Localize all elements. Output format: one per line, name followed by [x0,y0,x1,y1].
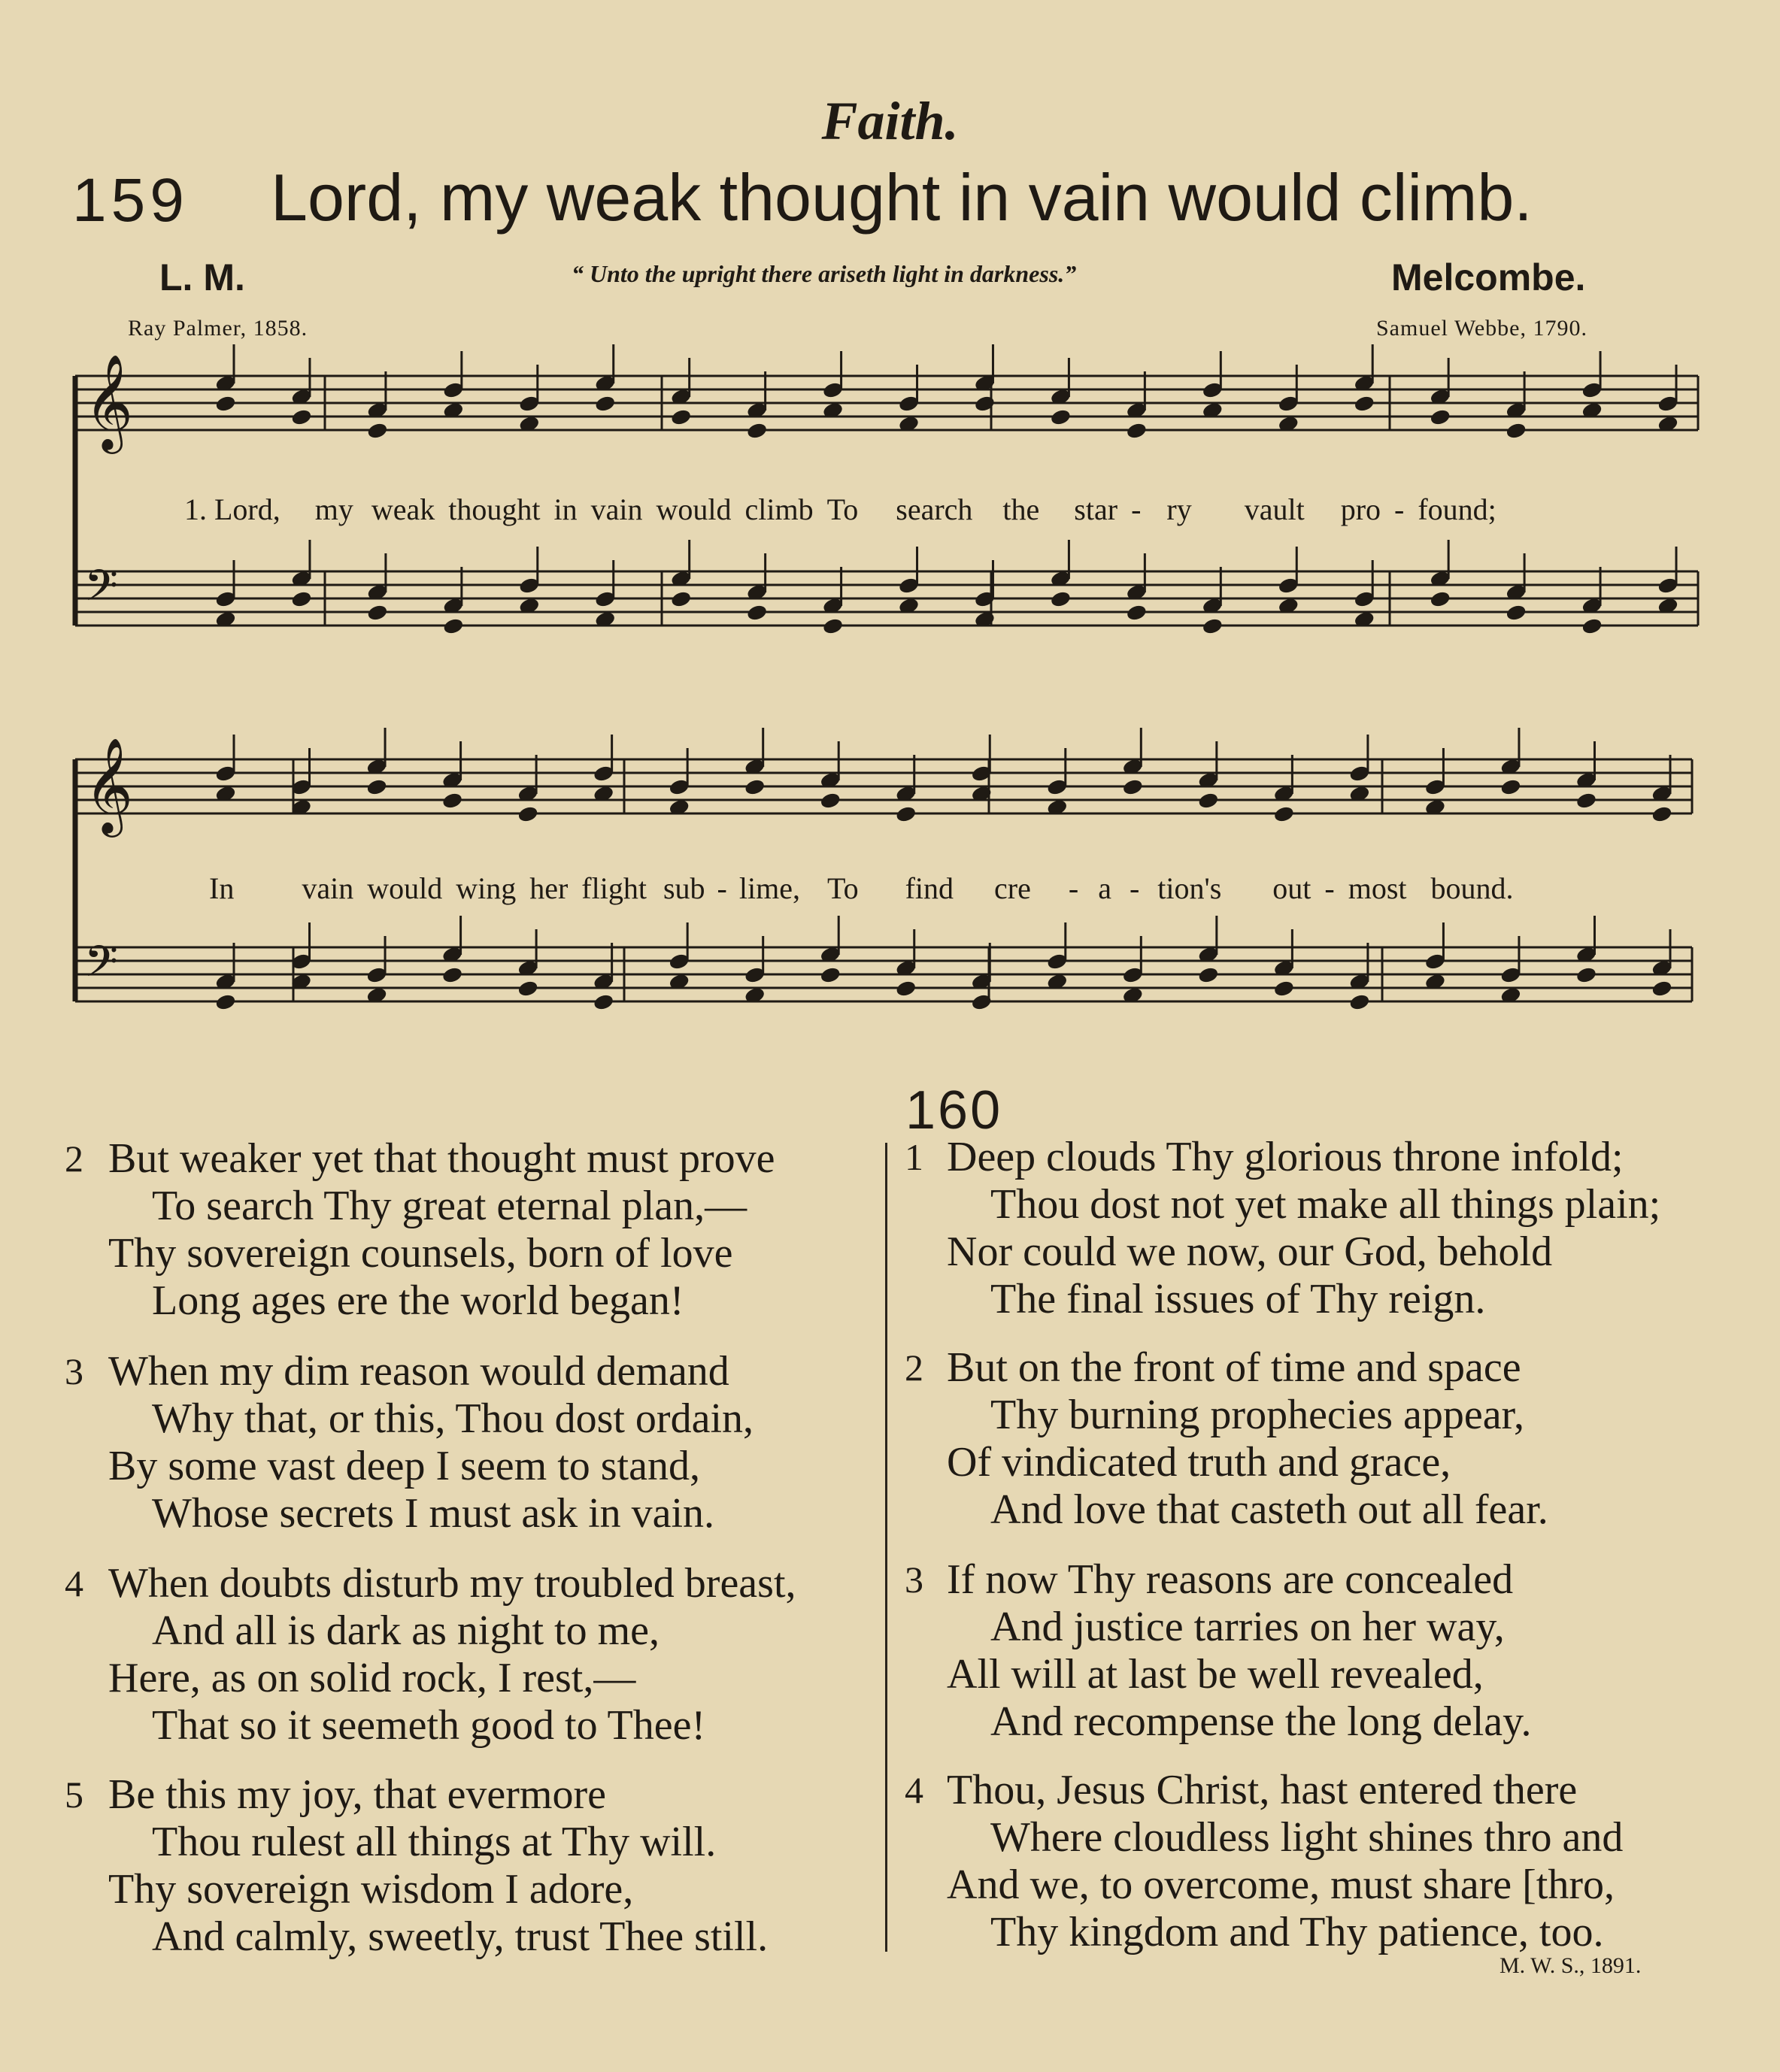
lyric-hyphen: - [717,871,727,905]
note-head [593,993,614,1010]
lyric-word: out [1272,871,1311,905]
note-head [291,590,312,607]
lyric-word: vain [590,492,643,526]
note-head [1349,993,1370,1010]
note-head [367,604,388,621]
lyric-word: wing [456,871,517,905]
stanza-line: By some vast deep I seem to stand, [108,1443,700,1489]
note-head [820,966,841,983]
stanza-160-3 [905,1556,1531,1746]
lyric-word: ry [1166,492,1192,526]
note-head [1126,422,1147,439]
note-head [291,408,312,426]
note-head [1651,980,1672,997]
note-head [1273,805,1294,822]
stanza-line: Nor could we now, our God, behold [947,1228,1553,1275]
note-head [517,980,538,997]
hymn-160-number: 160 [905,1080,1003,1141]
section-title: Faith. [821,91,959,151]
stanza-159-2 [65,1135,775,1325]
note-head [1273,980,1294,997]
lyric-word: flight [581,871,647,905]
note-head [747,604,768,621]
hymn-number: 159 [72,166,189,235]
note-head [595,395,616,412]
lyric-word: To [826,871,859,905]
lyric-word: most [1348,871,1407,905]
lyric-word: weak [371,492,435,526]
bass-clef: 𝄢 [84,560,119,622]
note-head [442,792,463,809]
treble-clef: 𝄞 [84,353,134,450]
stanza-line: Thou dost not yet make all things plain; [990,1181,1661,1228]
lyric-hyphen: - [1394,492,1405,526]
note-head [1575,792,1597,809]
stanza-line: Thou rulest all things at Thy will. [152,1819,717,1865]
author-credit: Ray Palmer, 1858. [128,316,308,341]
stanza-line: That so it seemeth good to Thee! [152,1702,706,1749]
lyric-word: in [553,492,578,526]
stanza-159-4 [65,1560,796,1749]
note-head [442,966,463,983]
column-divider [885,1143,887,1952]
lyrics-line-1 [184,492,1496,527]
stanza-number: 2 [905,1346,923,1389]
stanza-number: 4 [905,1769,923,1811]
note-head [823,617,844,635]
tune-name: Melcombe. [1391,256,1586,298]
lyric-word: would [656,492,732,526]
note-head [747,422,768,439]
note-head [1581,617,1603,635]
stanza-number: 2 [65,1137,83,1180]
lyric-word: my [314,492,353,526]
lyric-word: vault [1244,492,1305,526]
stanza-line: And recompense the long delay. [990,1698,1532,1745]
note-head [896,805,917,822]
note-head [1500,778,1521,795]
stanza-line: And we, to overcome, must share [thro, [947,1861,1615,1908]
note-head [671,408,692,426]
stanza-line: If now Thy reasons are concealed [947,1556,1514,1603]
note-head [1198,792,1219,809]
note-head [366,778,387,795]
lyric-word: a [1098,871,1111,905]
note-head [215,395,236,412]
lyric-word: star [1074,492,1118,526]
stanza-number: 1 [905,1136,923,1178]
lyric-word: vain [302,871,354,905]
bass-clef: 𝄢 [84,936,119,998]
note-head [820,792,841,809]
lyric-hyphen: - [1324,871,1335,905]
lyric-word: To [826,492,859,526]
lyric-word: climb [744,492,814,526]
stanza-line: And all is dark as night to me, [152,1607,660,1654]
note-head [215,993,236,1010]
stanza-line: But weaker yet that thought must prove [108,1135,775,1182]
lyric-word: lime, [738,871,800,905]
lyric-hyphen: - [1068,871,1079,905]
stanza-line: But on the front of time and space [947,1344,1521,1391]
stanza-line: Thy burning prophecies appear, [990,1392,1524,1438]
stanza-line: Thy sovereign counsels, born of love [108,1230,733,1277]
composer-credit: Samuel Webbe, 1790. [1376,316,1587,341]
stanza-line: Whose secrets I must ask in vain. [152,1490,715,1537]
stanza-160-1 [905,1134,1660,1323]
lyric-word: bound. [1430,871,1514,905]
stanza-line: And love that casteth out all fear. [990,1486,1548,1533]
stanza-number: 3 [65,1350,83,1392]
note-head [1198,966,1219,983]
stanza-159-5 [65,1771,768,1961]
stanza-160-2 [905,1344,1548,1534]
note-head [744,778,766,795]
note-head [1651,805,1672,822]
lyric-word: search [896,492,973,526]
note-head [1050,408,1071,426]
stanza-number: 5 [65,1774,83,1816]
stanza-line: Long ages ere the world began! [152,1277,684,1324]
note-head [1430,408,1451,426]
lyric-word: thought [448,492,541,526]
lyrics-line-2 [209,871,1514,906]
stanza-160-4 [905,1767,1623,1956]
note-head [1575,966,1597,983]
stanza-line: Where cloudless light shines thro and [990,1814,1624,1861]
note-head [1506,604,1527,621]
stanza-line: Thy sovereign wisdom I adore, [108,1866,634,1913]
note-head [367,422,388,439]
lyric-word: would [367,871,443,905]
note-head [1202,617,1223,635]
stanza-line: Here, as on solid rock, I rest,— [108,1655,636,1701]
stanza-line: When doubts disturb my troubled breast, [108,1560,796,1607]
hymn-title: Lord, my weak thought in vain would climb. [271,160,1533,235]
note-head [1122,778,1143,795]
stanza-number: 4 [65,1562,83,1604]
stanza-line: Deep clouds Thy glorious throne infold; [947,1134,1624,1180]
treble-clef: 𝄞 [84,737,134,833]
stanza-line: Why that, or this, Thou dost ordain, [152,1395,754,1442]
stanza-line: The final issues of Thy reign. [990,1276,1486,1322]
lyric-word: sub [663,871,705,905]
stanza-line: And calmly, sweetly, trust Thee still. [152,1913,769,1960]
stanza-line: Thy kingdom and Thy patience, too. [990,1909,1604,1955]
note-head [671,590,692,607]
lyric-word: In [209,871,235,905]
stanza-line: Of vindicated truth and grace, [947,1439,1451,1486]
lyric-word: the [1002,492,1040,526]
author-signature: M. W. S., 1891. [1500,1953,1642,1978]
meter-label: L. M. [159,256,245,298]
lyric-word: found; [1418,492,1496,526]
stanza-line: When my dim reason would demand [108,1348,729,1395]
lyric-word: tion's [1157,871,1222,905]
lyric-word: find [905,871,954,905]
lyric-word: her [529,871,569,905]
stanza-number: 3 [905,1559,923,1601]
note-head [517,805,538,822]
epigraph: “ Unto the upright there ariseth light in darkness.” [572,260,1077,287]
stanza-line: All will at last be well revealed, [947,1651,1484,1698]
lyric-word: 1. Lord, [184,492,280,526]
stanza-line: To search Thy great eternal plan,— [152,1183,747,1229]
note-head [896,980,917,997]
note-head [1126,604,1147,621]
lyric-hyphen: - [1131,492,1142,526]
stanza-line: Thou, Jesus Christ, hast entered there [947,1767,1578,1813]
stanza-159-3 [65,1348,754,1537]
note-head [443,617,464,635]
stanza-line: And justice tarries on her way, [990,1604,1505,1650]
lyric-hyphen: - [1129,871,1140,905]
note-head [1050,590,1071,607]
note-head [1430,590,1451,607]
note-head [1506,422,1527,439]
stanza-line: Be this my joy, that evermore [108,1771,606,1818]
lyric-word: pro [1340,492,1381,526]
lyric-word: cre [994,871,1031,905]
note-head [1354,395,1375,412]
